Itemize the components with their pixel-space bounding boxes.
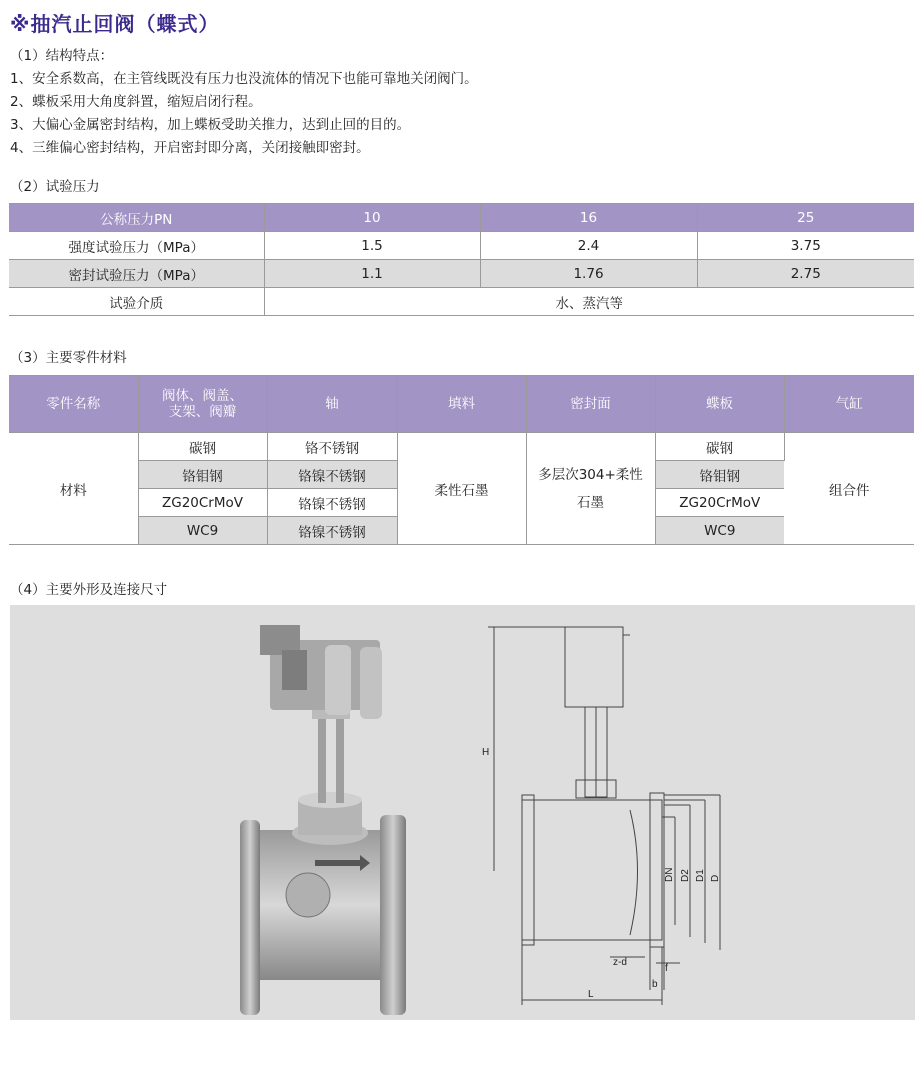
table-cell: ZG20CrMoV bbox=[655, 489, 784, 517]
table-header-row bbox=[9, 204, 914, 232]
section-heading-dimensions: （4）主要外形及连接尺寸 bbox=[10, 582, 168, 598]
feature-item-3: 3、大偏心金属密封结构，加上蝶板受助关推力，达到止回的目的。 bbox=[10, 117, 411, 133]
table-cell: 铬镍不锈钢 bbox=[267, 461, 397, 489]
table-cell: 铬钼钢 bbox=[655, 461, 784, 489]
table-cell: 铬不锈钢 bbox=[267, 433, 397, 461]
table-row bbox=[9, 288, 914, 316]
table-cell: 碳钢 bbox=[138, 433, 267, 461]
table-cell: 2.75 bbox=[697, 260, 914, 288]
table-cell: 密封试验压力（MPa） bbox=[9, 260, 264, 288]
feature-item-4: 4、三维偏心密封结构，开启密封即分离，关闭接触即密封。 bbox=[10, 140, 370, 156]
table-cell: 碳钢 bbox=[655, 433, 784, 461]
label-f: f bbox=[665, 963, 668, 974]
table-header-row bbox=[9, 376, 914, 433]
label-D1: D1 bbox=[695, 869, 706, 882]
table-cell: 铬镍不锈钢 bbox=[267, 517, 397, 545]
header-line: 支架、阀瓣 bbox=[168, 404, 237, 420]
table-row bbox=[9, 433, 914, 461]
table-cell bbox=[526, 433, 655, 545]
table-header-cell: 公称压力PN bbox=[9, 204, 264, 232]
table-cell: 水、蒸汽等 bbox=[264, 288, 914, 316]
table-cell: 铬钼钢 bbox=[138, 461, 267, 489]
section-heading-structure: （1）结构特点： bbox=[10, 48, 114, 64]
table-cell: WC9 bbox=[138, 517, 267, 545]
label-b: b bbox=[652, 979, 658, 990]
table-header-cell: 轴 bbox=[267, 376, 397, 433]
table-cell: 组合件 bbox=[784, 433, 914, 545]
test-pressure-table bbox=[9, 203, 914, 316]
table-row bbox=[9, 232, 914, 260]
header-line: 阀体、阀盖、 bbox=[162, 388, 243, 404]
table-cell: 1.76 bbox=[480, 260, 697, 288]
label-D2: D2 bbox=[680, 869, 691, 882]
table-header-cell: 零件名称 bbox=[9, 376, 138, 433]
table-cell: ZG20CrMoV bbox=[138, 489, 267, 517]
feature-item-2: 2、蝶板采用大角度斜置，缩短启闭行程。 bbox=[10, 94, 262, 110]
table-header-cell: 16 bbox=[480, 204, 697, 232]
label-H: H bbox=[482, 747, 490, 758]
label-L: L bbox=[588, 989, 594, 1000]
dimension-drawing bbox=[480, 605, 740, 1020]
figure-area bbox=[10, 605, 915, 1020]
label-zd: z-d bbox=[613, 957, 627, 968]
table-cell: 柔性石墨 bbox=[397, 433, 526, 545]
label-DN: DN bbox=[664, 867, 675, 882]
table-cell: 2.4 bbox=[480, 232, 697, 260]
valve-photo bbox=[220, 605, 520, 1020]
table-header-cell: 10 bbox=[264, 204, 480, 232]
table-cell: 铬镍不锈钢 bbox=[267, 489, 397, 517]
label-D: D bbox=[710, 874, 721, 882]
table-cell: 3.75 bbox=[697, 232, 914, 260]
table-cell: 材料 bbox=[9, 433, 138, 545]
table-cell: 1.5 bbox=[264, 232, 480, 260]
table-row bbox=[9, 260, 914, 288]
table-cell: 1.1 bbox=[264, 260, 480, 288]
table-cell: 强度试验压力（MPa） bbox=[9, 232, 264, 260]
section-heading-materials: （3）主要零件材料 bbox=[10, 350, 127, 366]
table-header-cell bbox=[138, 376, 267, 433]
table-cell: WC9 bbox=[655, 517, 784, 545]
table-header-cell: 蝶板 bbox=[655, 376, 784, 433]
table-header-cell: 气缸 bbox=[784, 376, 914, 433]
materials-table bbox=[9, 375, 914, 545]
page-title: ※抽汽止回阀（蝶式） bbox=[10, 12, 220, 36]
table-header-cell: 密封面 bbox=[526, 376, 655, 433]
table-header-cell: 填料 bbox=[397, 376, 526, 433]
feature-item-1: 1、安全系数高，在主管线既没有压力也没流体的情况下也能可靠地关闭阀门。 bbox=[10, 71, 478, 87]
table-cell: 试验介质 bbox=[9, 288, 264, 316]
section-heading-test-pressure: （2）试验压力 bbox=[10, 179, 100, 195]
cell-line: 多层次304+柔性 bbox=[538, 466, 643, 483]
table-header-cell: 25 bbox=[697, 204, 914, 232]
cell-line: 石墨 bbox=[577, 494, 604, 511]
